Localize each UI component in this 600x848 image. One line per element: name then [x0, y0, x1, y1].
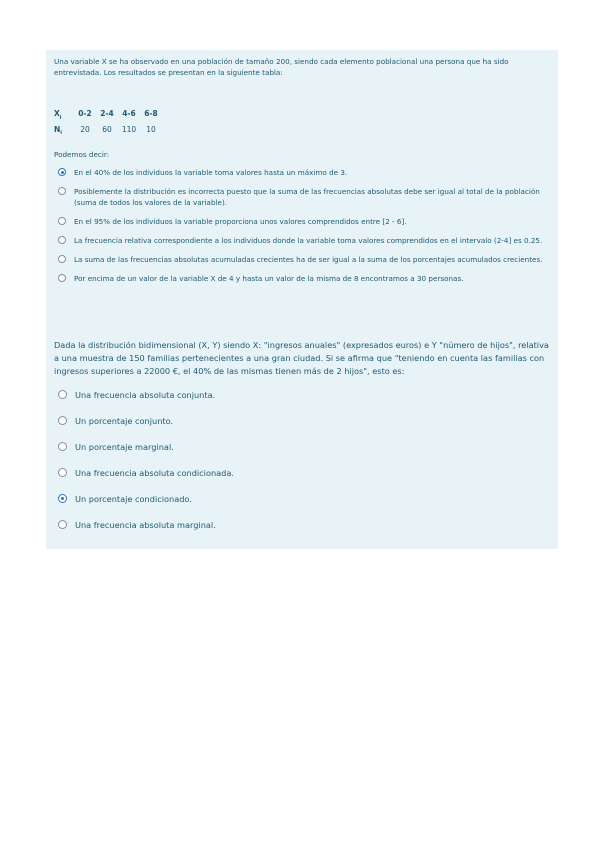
radio-button[interactable] — [58, 168, 66, 176]
table-row-x — [54, 108, 550, 124]
radio-button[interactable] — [58, 217, 66, 225]
interval-cell: 4-6 — [122, 109, 136, 118]
option-label: La frecuencia relativa correspondiente a los individuos donde la variable toma valores comprendidos en el intervalo (2-4] es 0.25. — [74, 236, 543, 245]
question-1-options — [54, 167, 550, 284]
q1-option-2[interactable] — [54, 186, 550, 208]
count-cell: 10 — [146, 124, 156, 134]
radio-button[interactable] — [58, 442, 67, 451]
question-1-card — [46, 50, 558, 336]
q2-option-4[interactable] — [54, 467, 550, 479]
radio-button[interactable] — [58, 468, 67, 477]
option-label: Posiblemente la distribución es incorrecta puesto que la suma de las frecuencias absolutas debe ser igual al total de la población (suma de todos los valores de la variable). — [74, 187, 540, 207]
question-2-text: Dada la distribución bidimensional (X, Y) siendo X: "ingresos anuales" (expresados euros) e Y "número de hijos", relativa a una muestra de 150 familias pertenecientes a una gran ciudad. Si se afirma que "teniendo en cuenta las familias con ingresos superiores a 22000 €, el 40% de las mismas tienen más de 2 hijos", esto es: — [54, 340, 549, 376]
option-label: Una frecuencia absoluta conjunta. — [75, 390, 216, 400]
question-2-card — [46, 336, 558, 549]
q2-option-5[interactable] — [54, 493, 550, 505]
q1-option-5[interactable] — [54, 254, 550, 265]
radio-button[interactable] — [58, 274, 66, 282]
radio-button[interactable] — [58, 494, 67, 503]
q2-option-3[interactable] — [54, 441, 550, 453]
table-row-n — [54, 124, 550, 140]
option-label: Un porcentaje condicionado. — [75, 494, 192, 504]
q1-option-3[interactable] — [54, 216, 550, 227]
radio-button[interactable] — [58, 187, 66, 195]
table-label-x: Xi — [54, 109, 62, 121]
table-label-n: Ni — [54, 124, 62, 136]
interval-cell: 6-8 — [144, 109, 158, 118]
option-label: Un porcentaje conjunto. — [75, 416, 174, 426]
q1-option-6[interactable] — [54, 273, 550, 284]
count-cell: 20 — [80, 124, 90, 134]
option-label: En el 40% de los individuos la variable toma valores hasta un máximo de 3. — [74, 168, 348, 177]
question-1-text: Una variable X se ha observado en una población de tamaño 200, siendo cada elemento poblacional una persona que ha sido entrevistada. Los resultados se presentan en la siguiente tabla: — [54, 57, 509, 77]
q2-option-2[interactable] — [54, 415, 550, 427]
count-cell: 60 — [102, 124, 112, 134]
option-label: Por encima de un valor de la variable X de 4 y hasta un valor de la misma de 8 encontramos a 30 personas. — [74, 274, 464, 283]
q1-option-4[interactable] — [54, 235, 550, 246]
interval-cell: 0-2 — [78, 109, 92, 118]
question-2-options — [54, 389, 550, 531]
question-1-lead: Podemos decir: — [54, 150, 110, 159]
radio-button[interactable] — [58, 236, 66, 244]
interval-cell: 2-4 — [100, 109, 114, 118]
frequency-table — [54, 108, 550, 139]
option-label: La suma de las frecuencias absolutas acumuladas crecientes ha de ser igual a la suma de los porcentajes acumulados crecientes. — [74, 255, 543, 264]
option-label: Una frecuencia absoluta condicionada. — [75, 468, 234, 478]
radio-button[interactable] — [58, 520, 67, 529]
count-cell: 110 — [121, 124, 137, 134]
option-label: Una frecuencia absoluta marginal. — [75, 520, 216, 530]
radio-button[interactable] — [58, 390, 67, 399]
q1-option-1[interactable] — [54, 167, 550, 178]
q2-option-1[interactable] — [54, 389, 550, 401]
radio-button[interactable] — [58, 255, 66, 263]
option-label: En el 95% de los individuos la variable proporciona unos valores comprendidos entre [2 - 6]. — [74, 217, 407, 226]
q2-option-6[interactable] — [54, 519, 550, 531]
option-label: Un porcentaje marginal. — [75, 442, 174, 452]
radio-button[interactable] — [58, 416, 67, 425]
